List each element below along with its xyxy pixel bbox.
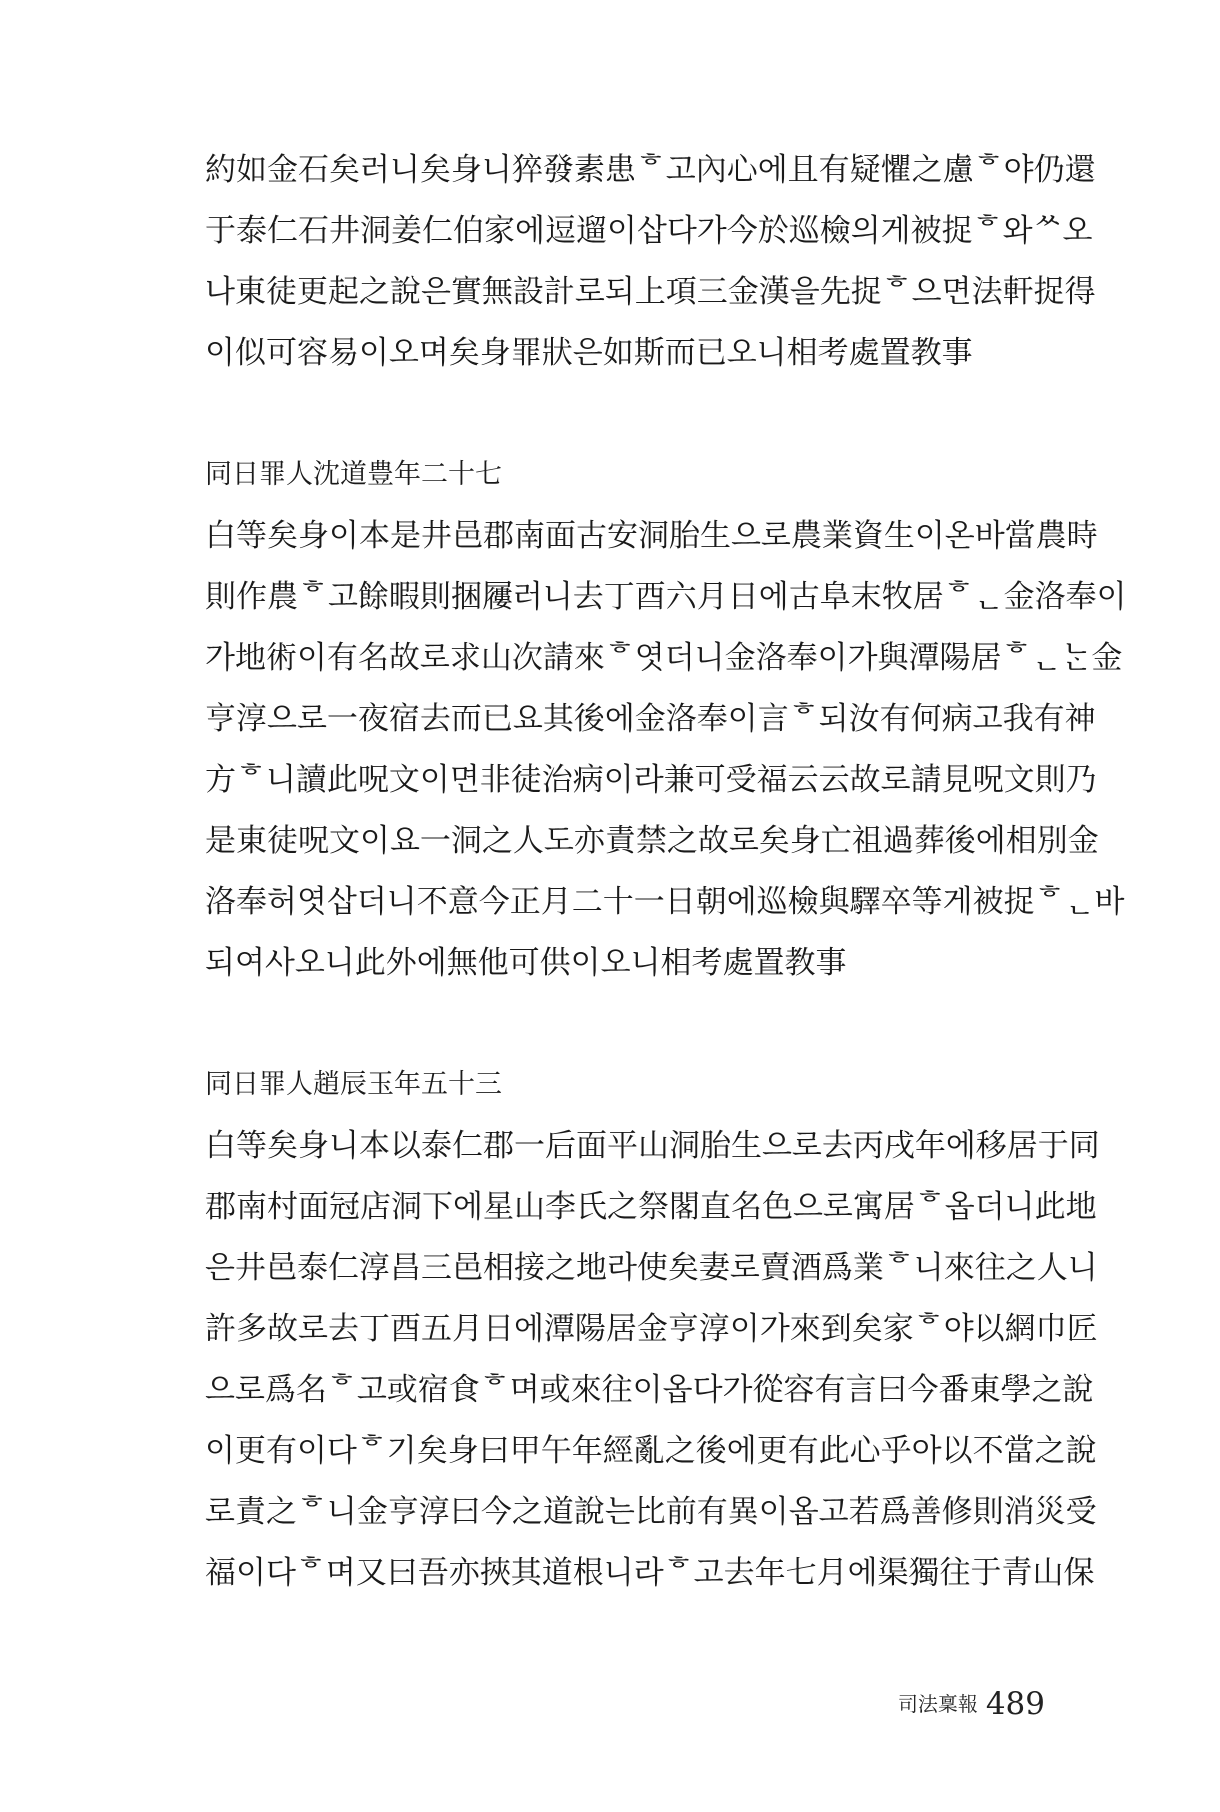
text-line: 福이다ᄒ며又曰吾亦挾其道根니라ᄒ고去年七月에渠獨往于青山保 <box>205 1555 1095 1591</box>
text-line: 로責之ᄒ니金亨淳曰今之道說는比前有異이옵고若爲善修則消災受 <box>205 1494 1097 1530</box>
text-line: 白等矣身니本以泰仁郡一后面平山洞胎生으로去丙戌年에移居于同 <box>205 1128 1100 1164</box>
text-line: 洛奉허엿삽더니不意今正月二十一日朝에巡檢與驛卒等게被捉ᄒᆫ바 <box>205 884 1125 920</box>
text-line: 이似可容易이오며矣身罪狀은如斯而已오니相考處置教事 <box>205 335 973 371</box>
text-line: 于泰仁石井洞姜仁伯家에逗遛이삽다가今於巡檢의게被捉ᄒ와ᄊ오 <box>205 213 1093 249</box>
text-line: 約如金石矣러니矣身니猝發素患ᄒ고內心에且有疑懼之慮ᄒ야仍還 <box>205 152 1096 188</box>
page-number: 489 <box>985 1686 1045 1722</box>
text-line: 是東徒呪文이요一洞之人도亦責禁之故로矣身亡祖過葬後에相別金 <box>205 823 1099 859</box>
text-line: 郡南村面冠店洞下에星山李氏之祭閣直名色으로寓居ᄒ옵더니此地 <box>205 1189 1097 1225</box>
text-line: 亨淳으로一夜宿去而已요其後에金洛奉이言ᄒ되汝有何病고我有神 <box>205 701 1096 737</box>
section-heading: 同日罪人趙辰玉年五十三 <box>205 1069 502 1100</box>
text-line: 白等矣身이本是井邑郡南面古安洞胎生으로農業資生이온바當農時 <box>205 518 1098 554</box>
text-line: 은井邑泰仁淳昌三邑相接之地라使矣妻로賣酒爲業ᄒ니來往之人니 <box>205 1250 1098 1286</box>
text-line: 方ᄒ니讀此呪文이면非徒治病이라兼可受福云云故로請見呪文則乃 <box>205 762 1097 798</box>
text-line: 으로爲名ᄒ고或宿食ᄒ며或來往이옵다가從容有言曰今番東學之說 <box>205 1372 1094 1408</box>
text-line: 則作農ᄒ고餘暇則捆屨러니去丁酉六月日에古阜末牧居ᄒᆫ金洛奉이 <box>205 579 1127 615</box>
text-line: 가地術이有名故로求山次請來ᄒ엿더니金洛奉이가與潭陽居ᄒᆫᄂᆞᆫ金 <box>205 640 1123 676</box>
text-line: 되여사오니此外에無他可供이오니相考處置教事 <box>205 945 847 981</box>
running-title: 司法稟報 <box>897 1692 978 1716</box>
page-footer <box>898 1684 1045 1724</box>
section-heading: 同日罪人沈道豊年二十七 <box>205 459 502 490</box>
text-line: 許多故로去丁酉五月日에潭陽居金亨淳이가來到矣家ᄒ야以網巾匠 <box>205 1311 1098 1347</box>
text-line: 나東徒更起之說은實無設計로되上項三金漢을先捉ᄒ으면法軒捉得 <box>205 274 1096 310</box>
text-line: 이更有이다ᄒ기矣身曰甲午年經亂之後에更有此心乎아以不當之說 <box>205 1433 1097 1469</box>
